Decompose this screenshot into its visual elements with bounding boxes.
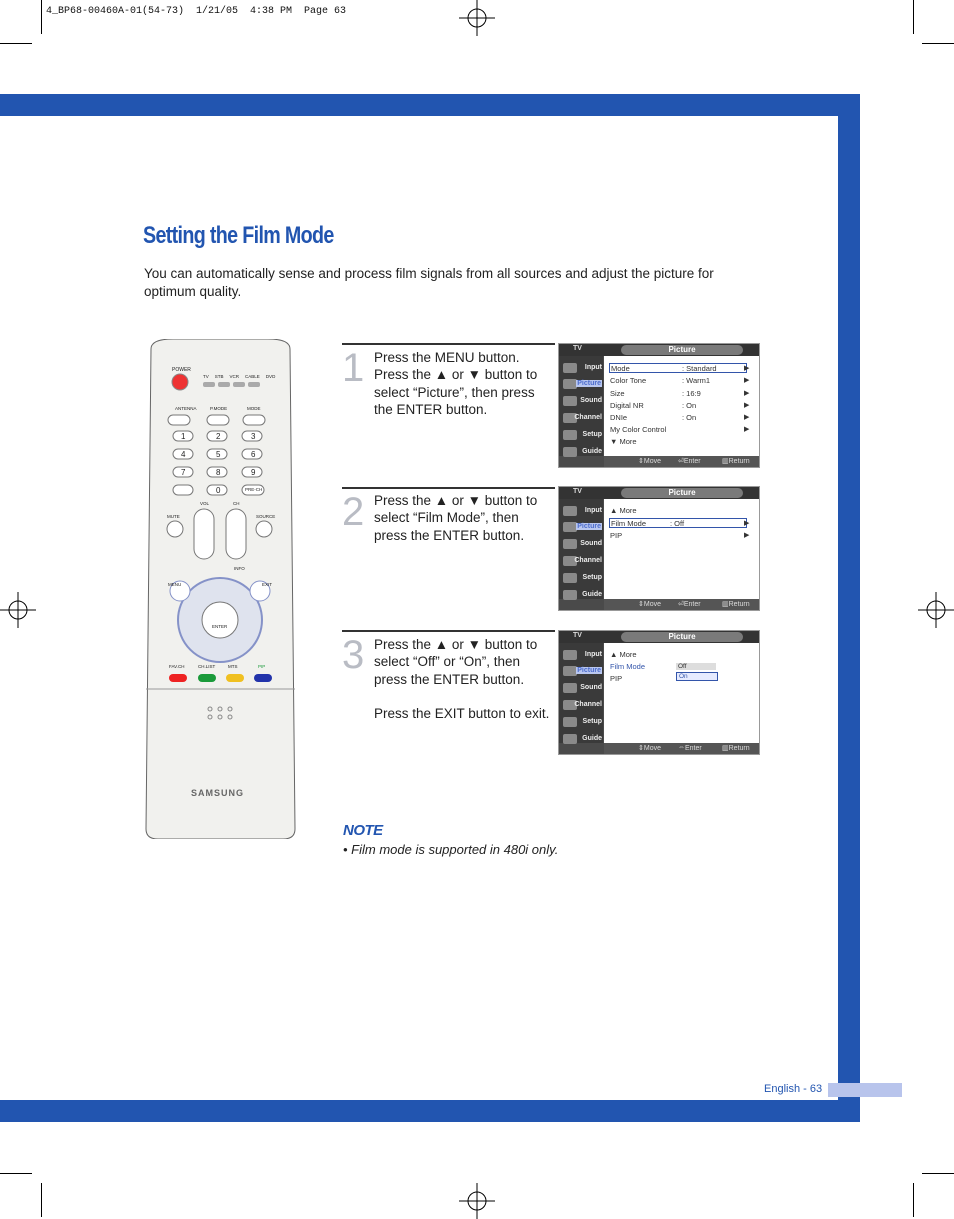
digit-4: 4	[181, 450, 186, 459]
source-label-stb: STB	[214, 374, 224, 379]
osd-sidebar-sound: Sound	[561, 537, 603, 552]
pmode-label: P.MODE	[210, 406, 228, 411]
osd-sidebar-guide: Guide	[561, 588, 603, 603]
digit-1: 1	[181, 432, 186, 441]
digit-8: 8	[216, 468, 221, 477]
crop-mark	[913, 1183, 914, 1217]
pip-label: PIP	[258, 664, 266, 669]
exit-label: EXIT	[262, 582, 273, 587]
osd-sidebar-setup: Setup	[561, 428, 603, 443]
page-title: Setting the Film Mode	[143, 222, 334, 249]
source-label-cable: CABLE	[245, 374, 260, 379]
remote-control-illustration	[143, 339, 298, 839]
osd-sidebar-picture: Picture	[561, 377, 603, 392]
digit-2: 2	[216, 432, 221, 441]
osd-sidebar-input: Input	[561, 361, 603, 376]
step-instruction: Press the ▲ or ▼ button to select “Off” or “On”, then press the ENTER button. Press the EXIT button to exit.	[374, 637, 550, 721]
power-button	[172, 374, 188, 390]
osd-row-more: ▲ More	[610, 650, 637, 659]
info-label: INFO	[234, 566, 245, 571]
step-number: 1	[342, 346, 365, 390]
osd-menu-title: Picture	[621, 632, 743, 642]
osd-row-dnie: DNIe : On ▶	[610, 413, 750, 422]
osd-footer-move: ⇕ Move	[638, 458, 661, 465]
digit-0: 0	[216, 486, 221, 495]
crop-mark	[0, 1173, 32, 1174]
osd-sidebar-channel: Channel	[561, 698, 603, 713]
osd-row-pip: PIP ▶	[610, 531, 750, 540]
osd-screen-1	[558, 343, 760, 468]
osd-option-on: On	[676, 672, 718, 681]
ch-label: CH	[233, 501, 240, 506]
osd-sidebar-picture: Picture	[561, 520, 603, 535]
osd-sidebar-guide: Guide	[561, 732, 603, 747]
vol-label: VOL	[200, 501, 210, 506]
osd-sidebar-picture: Picture	[561, 664, 603, 679]
osd-tv-label: TV	[573, 345, 582, 352]
source-labels	[203, 374, 276, 379]
osd-row-my-color-control: My Color Control ▶	[610, 425, 750, 434]
osd-footer-move: ⇕ Move	[638, 601, 661, 608]
osd-sidebar-input: Input	[561, 648, 603, 663]
mts-label: MTS	[228, 664, 238, 669]
step-instruction: Press the MENU button. Press the ▲ or ▼ button to select “Picture”, then press the ENTER button.	[374, 350, 538, 417]
step-instruction: Press the ▲ or ▼ button to select “Film Mode”, then press the ENTER button.	[374, 493, 538, 543]
osd-sidebar-channel: Channel	[561, 411, 603, 426]
intro-paragraph: You can automatically sense and process film signals from all sources and adjust the picture for optimum quality.	[144, 266, 714, 299]
crop-mark	[922, 1173, 954, 1174]
antenna-label: ANTENNA	[175, 406, 197, 411]
page-frame-right	[838, 94, 860, 1122]
osd-footer	[604, 743, 759, 754]
osd-row-pip: PIP	[610, 674, 623, 683]
osd-footer	[604, 456, 759, 467]
chlist-label: CH.LIST	[198, 664, 216, 669]
osd-footer-enter: ⏎ Enter	[678, 458, 701, 465]
source-label: SOURCE	[256, 514, 276, 519]
power-label: POWER	[172, 367, 191, 373]
step-rule	[342, 487, 555, 489]
digit-3: 3	[251, 432, 256, 441]
mode-label: MODE	[247, 406, 261, 411]
osd-sidebar-sound: Sound	[561, 681, 603, 696]
step-rule	[342, 343, 555, 345]
osd-menu-title: Picture	[621, 345, 743, 355]
osd-sidebar-input: Input	[561, 504, 603, 519]
osd-footer-return: ▥ Return	[722, 458, 750, 465]
osd-row-film-mode: Film Mode	[610, 662, 646, 671]
print-header: 4_BP68-00460A-01(54-73) 1/21/05 4:38 PM Page 63	[46, 6, 347, 17]
osd-sidebar-setup: Setup	[561, 715, 603, 730]
registration-mark	[459, 1183, 495, 1219]
crop-mark	[41, 0, 42, 34]
brand-logo: SAMSUNG	[191, 788, 245, 798]
menu-label: MENU	[168, 582, 182, 587]
registration-mark	[459, 0, 495, 36]
step-rule	[342, 630, 555, 632]
osd-row-more: ▼ More	[610, 437, 637, 446]
crop-mark	[913, 0, 914, 34]
source-label-vcr: VCR	[229, 374, 240, 379]
osd-tv-label: TV	[573, 632, 582, 639]
osd-option-off: Off	[676, 663, 716, 670]
osd-sidebar-sound: Sound	[561, 394, 603, 409]
digit-9: 9	[251, 468, 256, 477]
source-label-tv: TV	[203, 374, 209, 379]
osd-sidebar-setup: Setup	[561, 571, 603, 586]
osd-footer-return: ▥ Return	[722, 745, 750, 752]
crop-mark	[922, 43, 954, 44]
enter-label: ENTER	[212, 624, 228, 629]
mute-label: MUTE	[167, 514, 180, 519]
prech-label: PRE-CH	[245, 487, 263, 492]
source-label-dvd: DVD	[265, 374, 276, 379]
step-number: 2	[342, 490, 365, 534]
osd-menu-title: Picture	[621, 488, 743, 498]
osd-tv-label: TV	[573, 488, 582, 495]
osd-footer-enter: ⇔ Enter	[678, 744, 702, 752]
osd-footer-enter: ⏎ Enter	[678, 601, 701, 608]
osd-row-film-mode: Film Mode : Off ▶	[611, 519, 750, 528]
registration-mark	[0, 592, 36, 628]
osd-row-color-tone: Color Tone : Warm1 ▶	[610, 376, 750, 385]
page-frame-top	[0, 94, 860, 116]
page-footer: English - 63	[764, 1083, 823, 1095]
note-text: • Film mode is supported in 480i only.	[343, 842, 559, 857]
osd-row-size: Size : 16:9 ▶	[610, 389, 750, 398]
osd-row-digital-nr: Digital NR : On ▶	[610, 401, 750, 410]
osd-footer	[604, 599, 759, 610]
osd-row-more: ▲ More	[610, 506, 637, 515]
digit-7: 7	[181, 468, 186, 477]
crop-mark	[0, 43, 32, 44]
osd-sidebar-channel: Channel	[561, 554, 603, 569]
osd-sidebar-guide: Guide	[561, 445, 603, 460]
step-number: 3	[342, 633, 365, 677]
registration-mark	[918, 592, 954, 628]
note-title: NOTE	[343, 822, 383, 839]
osd-footer-return: ▥ Return	[722, 601, 750, 608]
digit-6: 6	[251, 450, 256, 459]
page-frame-bottom	[0, 1100, 860, 1122]
osd-screen-2	[558, 486, 760, 611]
crop-mark	[41, 1183, 42, 1217]
favch-label: FAV.CH	[169, 664, 185, 669]
osd-footer-move: ⇕ Move	[638, 745, 661, 752]
page-number-tab	[828, 1083, 902, 1097]
digit-5: 5	[216, 450, 221, 459]
osd-row-mode: Mode : Standard ▶	[611, 364, 750, 373]
osd-screen-3	[558, 630, 760, 755]
